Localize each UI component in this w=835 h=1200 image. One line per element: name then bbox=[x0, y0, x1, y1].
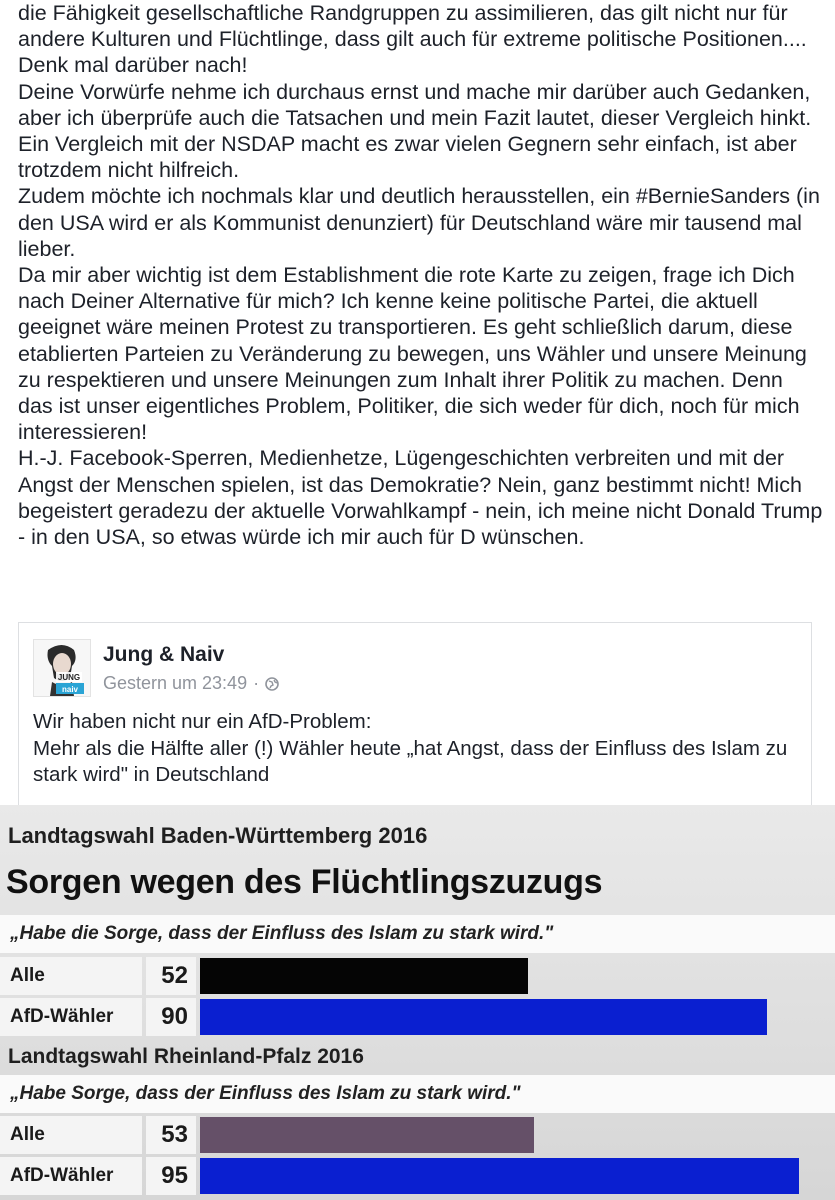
chart-category-label: AfD-Wähler bbox=[0, 1157, 142, 1195]
shared-post[interactable] bbox=[18, 622, 812, 813]
chart-value-label: 53 bbox=[146, 1116, 196, 1154]
chart-question-1: „Habe die Sorge, dass der Einfluss des Islam zu stark wird." bbox=[0, 915, 835, 953]
shared-text-line: Mehr als die Hälfte aller (!) Wähler heute „hat Angst, dass der Einfluss des Islam zu stark wird" in Deutschland bbox=[33, 736, 788, 786]
avatar-text-bottom: naiv bbox=[61, 685, 79, 694]
post-body bbox=[18, 0, 823, 550]
jung-naiv-logo-icon bbox=[34, 640, 90, 696]
meta-separator: · bbox=[253, 673, 260, 693]
post-paragraph: Zudem möchte ich nochmals klar und deutlich herausstellen, ein #BernieSanders (in den USA wird er als Kommunist denunziert) für Deutschland wäre mir tausend mal lieber. bbox=[18, 184, 820, 261]
chart-value-label: 90 bbox=[146, 998, 196, 1036]
page-name-link[interactable]: Jung & Naiv bbox=[103, 643, 225, 666]
globe-icon[interactable] bbox=[265, 677, 279, 691]
chart-bar bbox=[200, 958, 528, 994]
shared-text-line: Wir haben nicht nur ein AfD-Problem: bbox=[33, 710, 372, 733]
survey-chart-image[interactable] bbox=[0, 805, 835, 1200]
chart-value-label: 52 bbox=[146, 957, 196, 995]
shared-post-text bbox=[33, 709, 803, 789]
post-paragraph: H.-J. Facebook-Sperren, Medienhetze, Lügengeschichten verbreiten und mit der Angst der Menschen spielen, ist das Demokratie? Nein, ganz bestimmt nicht! Mich begeistert geradezu der aktuelle Vorwahlkampf - nein, ich meine nicht Donald Trump - in den USA, so etwas würde ich mir auch für D wünschen. bbox=[18, 446, 823, 550]
chart-bar bbox=[200, 1158, 799, 1194]
chart-category-label: Alle bbox=[0, 957, 142, 995]
chart-value-label: 95 bbox=[146, 1157, 196, 1195]
chart-category-label: Alle bbox=[0, 1116, 142, 1154]
avatar[interactable] bbox=[33, 639, 91, 697]
chart-title: Landtagswahl Baden-Württemberg 2016 bbox=[8, 823, 428, 848]
chart-question-2: „Habe Sorge, dass der Einfluss des Islam zu stark wird." bbox=[0, 1075, 835, 1113]
chart-row bbox=[0, 1157, 835, 1195]
chart-row bbox=[0, 957, 835, 995]
chart-subtitle: Sorgen wegen des Flüchtlingszuzugs bbox=[6, 863, 603, 901]
chart-row bbox=[0, 1116, 835, 1154]
post-paragraph: Deine Vorwürfe nehme ich durchaus ernst und mache mir darüber auch Gedanken, aber ich überprüfe auch die Tatsachen und mein Fazit lautet, dieser Vergleich hinkt. Ein Vergleich mit der NSDAP macht es zwar vielen Gegnern sehr einfach, ist aber trotzdem nicht hilfreich. bbox=[18, 79, 812, 183]
chart-category-label: AfD-Wähler bbox=[0, 998, 142, 1036]
post-meta bbox=[103, 673, 279, 694]
avatar-text-top: JUNG bbox=[57, 673, 81, 682]
post-paragraph: die Fähigkeit gesellschaftliche Randgruppen zu assimilieren, das gilt nicht nur für andere Kulturen und Flüchtlinge, dass gilt auch für extreme politische Positionen.... Denk mal darüber nach! bbox=[18, 1, 807, 78]
timestamp-link[interactable]: Gestern um 23:49 bbox=[103, 673, 248, 693]
chart-bar bbox=[200, 1117, 534, 1153]
chart-row bbox=[0, 998, 835, 1036]
post-paragraph: Da mir aber wichtig ist dem Establishment die rote Karte zu zeigen, frage ich Dich nach Deiner Alternative für mich? Ich kenne keine politische Partei, die aktuell geeignet wäre meinen Protest zu transportieren. Es geht schließlich darum, diese etablierten Parteien zu Veränderung zu bewegen, uns Wähler und unsere Meinung zu respektieren und unsere Meinungen zum Inhalt ihrer Politik zu machen. Denn das ist unser eigentliches Problem, Politiker, die sich weder für dich, noch für mich interessieren! bbox=[18, 263, 807, 445]
chart-bar bbox=[200, 999, 767, 1035]
chart-panel-heading: Landtagswahl Rheinland-Pfalz 2016 bbox=[8, 1045, 364, 1068]
